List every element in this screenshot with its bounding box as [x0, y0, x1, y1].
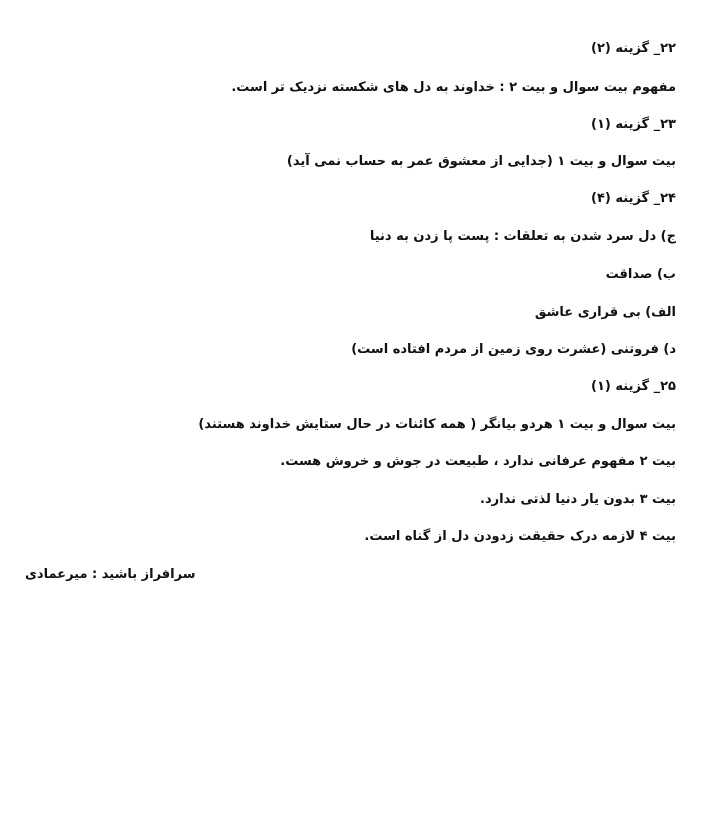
signature: سرافراز باشید : میرعمادی [25, 567, 196, 582]
question-25-bayt-3: بیت ۳ بدون یار دنیا لذتی ندارد. [480, 492, 676, 507]
question-24-item-b: ب) صداقت [605, 267, 676, 282]
question-24-item-alef: الف) بی قراری عاشق [534, 305, 676, 320]
question-25-answer: بیت سوال و بیت ۱ هردو بیانگر ( همه کائنات در حال ستایش خداوند هستند) [198, 417, 676, 432]
question-22-header: ۲۲_ گزینه (۲) [591, 41, 676, 56]
question-25-bayt-2: بیت ۲ مفهوم عرفانی ندارد ، طبیعت در جوش و خروش هست. [280, 454, 676, 469]
question-23-header: ۲۳_ گزینه (۱) [591, 117, 676, 132]
question-24-header: ۲۴_ گزینه (۴) [591, 191, 676, 206]
question-23-answer: بیت سوال و بیت ۱ (جدایی از معشوق عمر به حساب نمی آید) [286, 154, 676, 169]
question-24-item-j: ج) دل سرد شدن به تعلقات : پست پا زدن به دنیا [369, 229, 676, 244]
question-22-answer: مفهوم بیت سوال و بیت ۲ : خداوند به دل های شکسته نزدیک تر است. [231, 80, 676, 95]
question-25-bayt-4: بیت ۴ لازمه درک حقیقت زدودن دل از گناه است. [364, 529, 676, 544]
question-24-item-d: د) فروتنی (عشرت روی زمین از مردم افتاده است) [351, 342, 676, 357]
question-25-header: ۲۵_ گزینه (۱) [591, 379, 676, 394]
